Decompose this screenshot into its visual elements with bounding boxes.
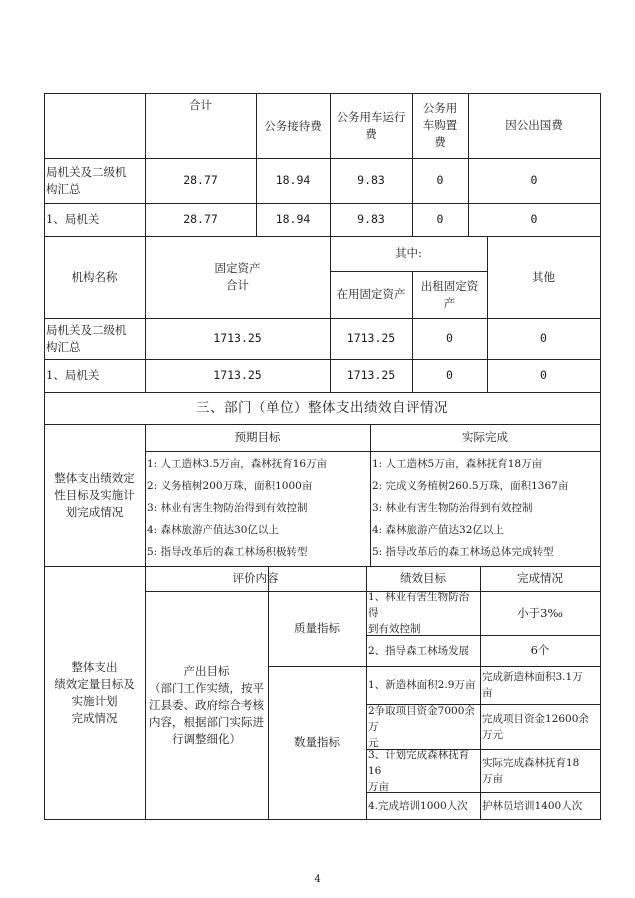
eval-content-header: 评价内容 xyxy=(232,571,279,585)
table2-cell: 1713.25 xyxy=(213,368,262,382)
rule xyxy=(44,819,601,820)
output-goal: 产出目标 （部门工作实绩，按平 江县委、政府综合考核 内容，根据部门实际进 行调整细化） xyxy=(149,663,264,746)
table1-cell: 18.94 xyxy=(275,212,311,226)
actual-item: 5: 指导改革后的森工林场总体完成转型 xyxy=(372,546,554,558)
table2-header-in-use: 在用固定资产 xyxy=(336,287,406,301)
quality-indicator-label: 质量指标 xyxy=(294,621,340,635)
table1-cell: 9.83 xyxy=(357,212,385,226)
table1-header-total: 合计 xyxy=(189,98,212,112)
quality-target: 1、林业有害生物防治得 到有效控制 xyxy=(368,591,470,635)
table1-row-name: 局机关及二级机 构汇总 xyxy=(46,164,127,196)
table2-cell: 1713.25 xyxy=(213,331,262,345)
completion-header: 完成情况 xyxy=(517,571,563,585)
actual-item: 2: 完成义务植树260.5万珠，面积1367亩 xyxy=(372,480,569,492)
expected-item: 1: 人工造林3.5万亩，森林抚育16万亩 xyxy=(147,458,328,470)
actual-header: 实际完成 xyxy=(462,430,508,444)
page-number: 4 xyxy=(314,874,321,885)
quantity-target: 4.完成培训1000人次 xyxy=(368,799,468,812)
quantity-done: 完成项目资金12600余 万元 xyxy=(482,712,589,741)
expected-item: 4: 森林旅游产值达30亿以上 xyxy=(147,524,279,536)
quantity-indicator-label: 数量指标 xyxy=(294,735,340,749)
quantity-target: 1、新造林面积2.9万亩 xyxy=(368,679,476,691)
quantity-done: 护林员培训1400人次 xyxy=(482,799,583,812)
quantity-done: 实际完成森林抚育18 万亩 xyxy=(482,756,580,785)
quality-done: 小于3‰ xyxy=(517,605,563,620)
qualitative-label: 整体支出绩效定 性目标及实施计 划完成情况 xyxy=(54,470,135,519)
table1-cell: 28.77 xyxy=(183,212,218,226)
expected-item: 5: 指导改革后的森工林场积极转型 xyxy=(147,546,308,558)
quality-done: 6个 xyxy=(530,643,550,657)
quantity-done: 完成新造林面积3.1万 亩 xyxy=(482,671,583,699)
actual-item: 1: 人工造林5万亩，森林抚育18万亩 xyxy=(372,458,543,470)
table2-header-rented: 出租固定资 产 xyxy=(420,278,479,310)
table1-cell: 0 xyxy=(530,173,538,187)
table2-cell: 1713.25 xyxy=(346,368,396,382)
actual-item: 4: 森林旅游产值达32亿以上 xyxy=(372,524,504,536)
table2-cell: 0 xyxy=(540,331,547,345)
table1-header-overseas: 因公出国费 xyxy=(505,118,563,132)
table1-row-name: 1、局机关 xyxy=(46,212,100,226)
table2-cell: 0 xyxy=(446,368,453,382)
quantity-target: 3、计划完成森林抚育16 万亩 xyxy=(368,749,470,792)
quantitative-label: 整体支出 绩效定量目标及 实施计划 完成情况 xyxy=(54,659,135,725)
table1-cell: 18.94 xyxy=(275,173,311,187)
section-title: 三、部门（单位）整体支出绩效自评情况 xyxy=(196,399,448,416)
table1-cell: 0 xyxy=(436,212,444,226)
table1-cell: 9.83 xyxy=(357,173,385,187)
table2-cell: 0 xyxy=(540,368,547,382)
table2-header-total: 固定资产 合计 xyxy=(214,261,261,292)
table1-cell: 0 xyxy=(530,212,538,226)
expected-header: 预期目标 xyxy=(234,430,281,444)
table1-cell: 0 xyxy=(436,173,444,187)
table1-header-reception: 公务接待费 xyxy=(264,118,322,133)
quantity-target: 2争取项目资金7000余万 元 xyxy=(368,704,475,749)
table2-row-name: 1、局机关 xyxy=(46,368,100,382)
table2-row-name: 局机关及二级机 构汇总 xyxy=(46,322,127,354)
perf-target-header: 绩效目标 xyxy=(400,571,446,585)
expected-item: 2: 义务植树200万珠，面积1000亩 xyxy=(147,480,313,492)
expected-item: 3: 林业有害生物防治得到有效控制 xyxy=(147,502,308,514)
rule xyxy=(600,93,601,820)
table2-header-other: 其他 xyxy=(532,269,555,284)
table2-cell: 0 xyxy=(446,331,453,345)
table2-header-name: 机构名称 xyxy=(71,269,118,284)
table2-cell: 1713.25 xyxy=(346,331,396,345)
actual-item: 3: 林业有害生物防治得到有效控制 xyxy=(372,502,533,514)
table2-header-of-which: 其中: xyxy=(395,246,422,260)
table1-header-vehicle-purchase: 公务用 车购置 费 xyxy=(422,101,458,149)
table1-cell: 28.77 xyxy=(183,173,218,187)
table1-header-vehicle-operation: 公务用车运行 费 xyxy=(336,109,406,141)
quality-target: 2、指导森工林场发展 xyxy=(368,644,470,657)
